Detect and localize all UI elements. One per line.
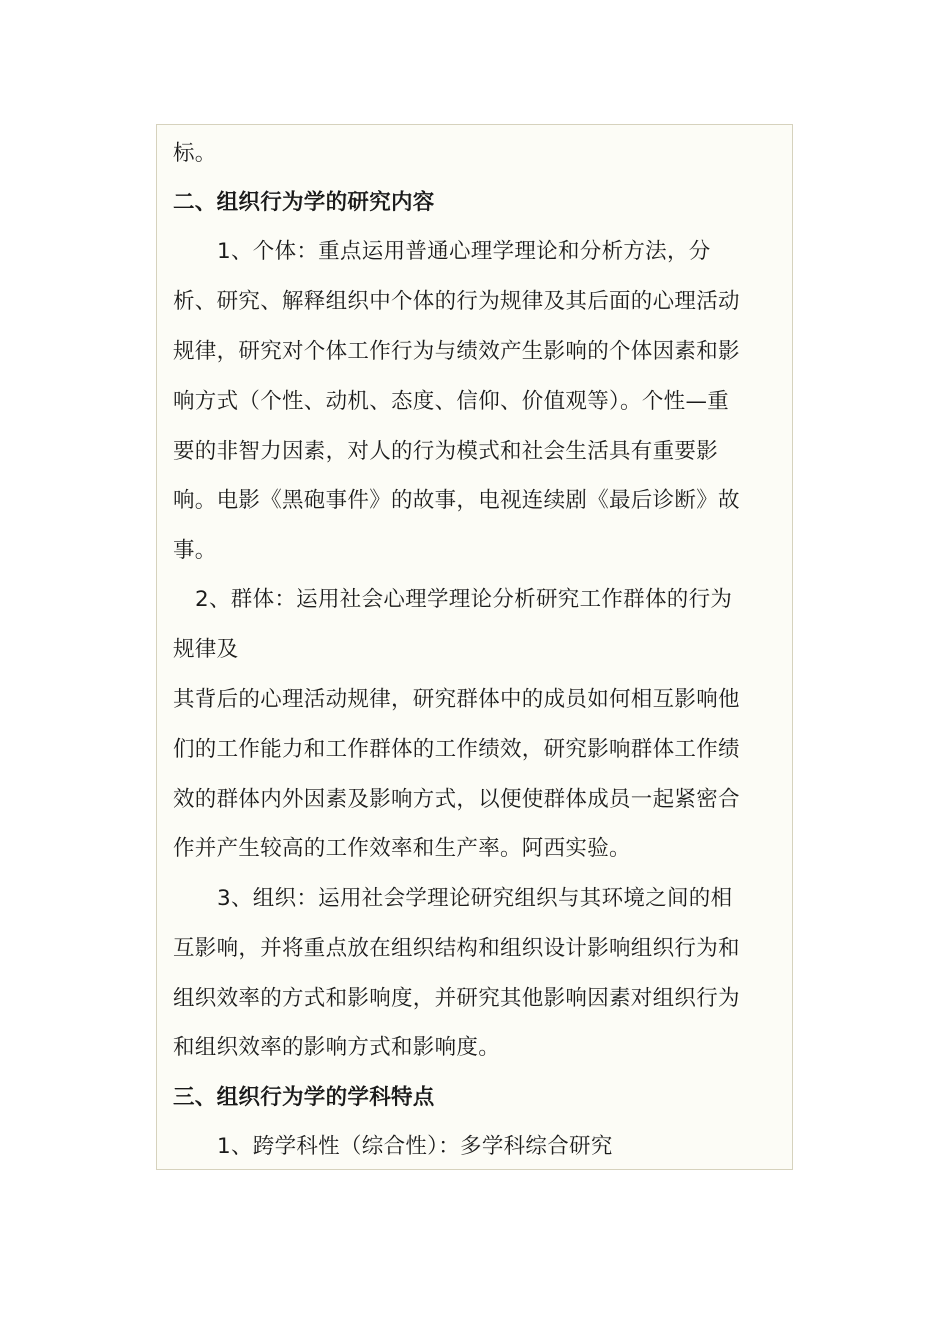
paragraph-line: 效的群体内外因素及影响方式，以便使群体成员一起紧密合	[173, 787, 740, 812]
paragraph-line: 析、研究、解释组织中个体的行为规律及其后面的心理活动	[173, 289, 740, 314]
paragraph-line: 响方式（个性、动机、态度、信仰、价值观等）。个性—重	[173, 389, 730, 414]
paragraph-line: 作并产生较高的工作效率和生产率。阿西实验。	[173, 836, 631, 861]
paragraph-line: 规律及	[173, 637, 239, 662]
section-heading-discipline-features: 三、组织行为学的学科特点	[173, 1085, 435, 1110]
paragraph-line: 组织效率的方式和影响度，并研究其他影响因素对组织行为	[173, 986, 740, 1011]
paragraph-line: 和组织效率的影响方式和影响度。	[173, 1035, 501, 1060]
section-heading-research-content: 二、组织行为学的研究内容	[173, 190, 435, 215]
paragraph-line: 要的非智力因素，对人的行为模式和社会生活具有重要影	[173, 439, 719, 464]
document-text-box	[156, 124, 793, 1170]
paragraph-line: 事。	[173, 538, 217, 563]
paragraph-line: 们的工作能力和工作群体的工作绩效，研究影响群体工作绩	[173, 737, 740, 762]
paragraph-line: 1、跨学科性（综合性）：多学科综合研究	[217, 1134, 613, 1159]
paragraph-line: 3、组织：运用社会学理论研究组织与其环境之间的相	[217, 886, 733, 911]
paragraph-line: 规律，研究对个体工作行为与绩效产生影响的个体因素和影	[173, 339, 740, 364]
paragraph-line: 2、群体：运用社会心理学理论分析研究工作群体的行为	[195, 587, 733, 612]
paragraph-line: 互影响，并将重点放在组织结构和组织设计影响组织行为和	[173, 936, 740, 961]
paragraph-line: 1、个体：重点运用普通心理学理论和分析方法，分	[217, 239, 711, 264]
paragraph-line: 标。	[173, 141, 217, 166]
paragraph-line: 其背后的心理活动规律，研究群体中的成员如何相互影响他	[173, 687, 740, 712]
paragraph-line: 响。电影《黑砲事件》的故事，电视连续剧《最后诊断》故	[173, 488, 740, 513]
